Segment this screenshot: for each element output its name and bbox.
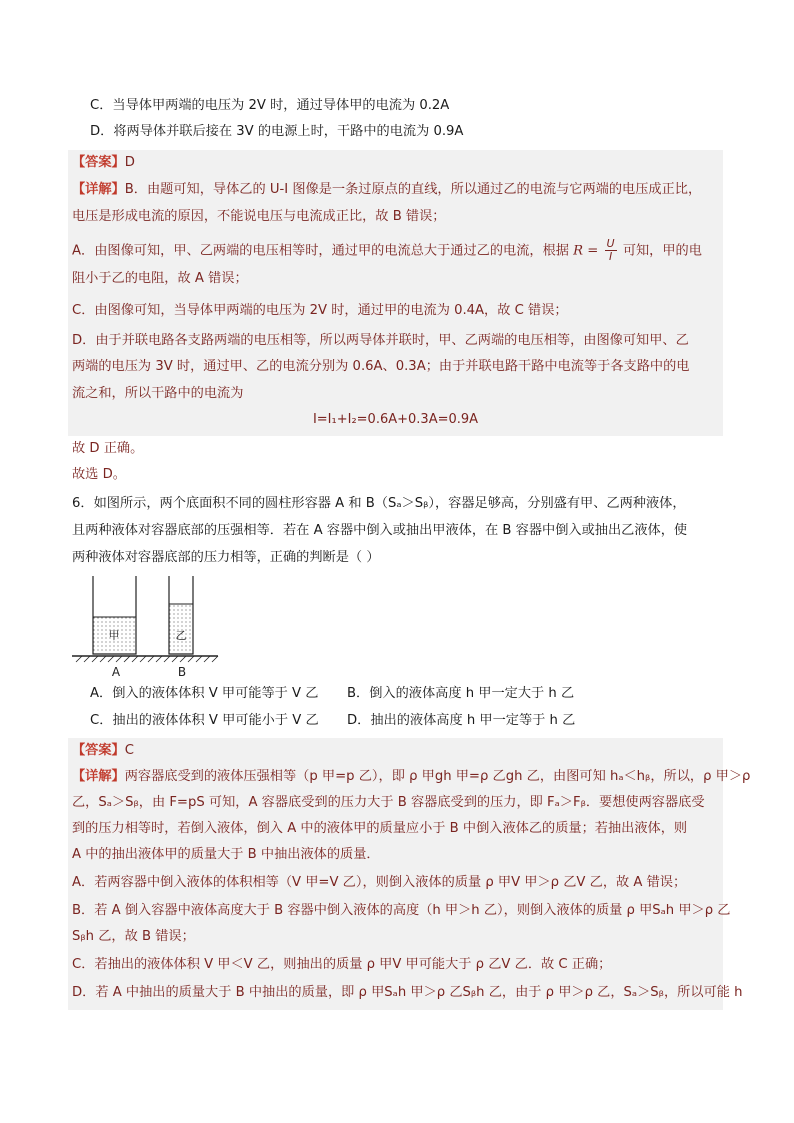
detail-line: 到的压力相等时，若倒入液体，倒入 A 中的液体甲的质量应小于 B 中倒入液体乙的质量；若抽出液体，则: [72, 821, 688, 836]
detail-line: 可知，甲的电: [622, 243, 702, 259]
detail-tag: 【详解】: [72, 182, 125, 197]
answer-value: C: [124, 743, 134, 758]
q5-answer-block: [68, 150, 723, 436]
detail-line: 阻小于乙的电阻，故 A 错误；: [72, 271, 248, 286]
q6-choice-b: B．倒入的液体高度 h 甲一定大于 h 乙: [347, 686, 575, 701]
conclusion-line: 故选 D。: [72, 467, 126, 482]
detail-tag: 【详解】: [72, 769, 125, 784]
detail-line: 电压是形成电流的原因，不能说电压与电流成正比，故 B 错误；: [72, 209, 446, 224]
conclusion-line: 故 D 正确。: [72, 441, 144, 456]
current-formula: I=I₁+I₂=0.6A+0.3A=0.9A: [312, 412, 479, 427]
q6-stem-line: 两种液体对容器底部的压力相等，正确的判断是（ ）: [72, 550, 380, 565]
q6-choice-c: C．抽出的液体体积 V 甲可能小于 V 乙: [90, 713, 319, 728]
q5-option-c: C．当导体甲两端的电压为 2V 时，通过导体甲的电流为 0.2A: [90, 98, 450, 113]
label-a: A: [111, 665, 121, 679]
detail-line: B．若 A 倒入容器中液体高度大于 B 容器中倒入液体的高度（h 甲＞h 乙），则倒入液体的质量 ρ 甲Sₐh 甲＞ρ 乙: [72, 903, 731, 918]
detail-line: B．由题可知，导体乙的 U-I 图像是一条过原点的直线，所以通过乙的电流与它两端的电压成正比，: [124, 182, 702, 197]
fraction-numerator: U: [606, 237, 615, 250]
detail-line: 两容器底受到的液体压强相等（p 甲=p 乙），即 ρ 甲gh 甲=ρ 乙gh 乙，由图可知 hₐ＜hᵦ，所以，ρ 甲＞ρ: [124, 769, 751, 784]
detail-line: 流之和，所以干路中的电流为: [72, 386, 244, 401]
detail-line: A．若两容器中倒入液体的体积相等（V 甲=V 乙），则倒入液体的质量 ρ 甲V 甲＞ρ 乙V 乙，故 A 错误；: [72, 875, 687, 890]
q6-choice-a: A．倒入的液体体积 V 甲可能等于 V 乙: [90, 686, 319, 701]
answer-tag: 【答案】: [72, 155, 125, 170]
detail-line: 两端的电压为 3V 时，通过甲、乙的电流分别为 0.6A、0.3A；由于并联电路干路中电流等于各支路中的电: [72, 359, 690, 374]
q6-answer-block: [68, 738, 751, 1010]
detail-line: C．若抽出的液体体积 V 甲＜V 乙，则抽出的质量 ρ 甲V 甲可能大于 ρ 乙V 乙．故 C 正确；: [72, 957, 612, 972]
detail-line: C．由图像可知，当导体甲两端的电压为 2V 时，通过甲的电流为 0.4A，故 C 错误；: [72, 303, 568, 318]
detail-line: 乙，Sₐ＞Sᵦ，由 F=pS 可知，A 容器底受到的压力大于 B 容器底受到的压力，即 Fₐ＞Fᵦ．要想使两容器底受: [72, 795, 705, 810]
q5-option-d: D．将两导体并联后接在 3V 的电源上时，干路中的电流为 0.9A: [90, 124, 464, 139]
container-diagram: [72, 576, 222, 686]
q6-choice-d: D．抽出的液体高度 h 甲一定等于 h 乙: [347, 713, 576, 728]
detail-line-formula: [72, 238, 722, 263]
detail-line: Sᵦh 乙，故 B 错误；: [72, 929, 195, 944]
q6-stem-line: 6．如图所示，两个底面积不同的圆柱形容器 A 和 B（Sₐ＞Sᵦ），容器足够高，分别盛有甲、乙两种液体，: [72, 496, 686, 511]
label-yi: 乙: [175, 629, 187, 642]
q6-stem-line: 且两种液体对容器底部的压强相等．若在 A 容器中倒入或抽出甲液体，在 B 容器中倒入或抽出乙液体，使: [72, 523, 688, 538]
answer-tag: 【答案】: [72, 743, 125, 758]
answer-value: D: [124, 155, 135, 170]
formula-r: R =: [573, 243, 599, 259]
ground-hatching: [76, 656, 218, 662]
detail-line: D．由于并联电路各支路两端的电压相等，所以两导体并联时，甲、乙两端的电压相等，由图像可知甲、乙: [72, 333, 689, 348]
detail-line: A．由图像可知，甲、乙两端的电压相等时，通过甲的电流总大于通过乙的电流，根据: [72, 243, 569, 259]
fraction-u-over-i: [605, 238, 617, 263]
detail-line: D．若 A 中抽出的质量大于 B 中抽出的质量，即 ρ 甲Sₐh 甲＞ρ 乙Sᵦh 乙，由于 ρ 甲＞ρ 乙，Sₐ＞Sᵦ，所以可能 h: [72, 985, 743, 1000]
label-jia: 甲: [108, 629, 120, 642]
fraction-denominator: I: [608, 250, 613, 263]
detail-line: A 中的抽出液体甲的质量大于 B 中抽出液体的质量．: [72, 847, 380, 862]
label-b: B: [177, 665, 187, 679]
